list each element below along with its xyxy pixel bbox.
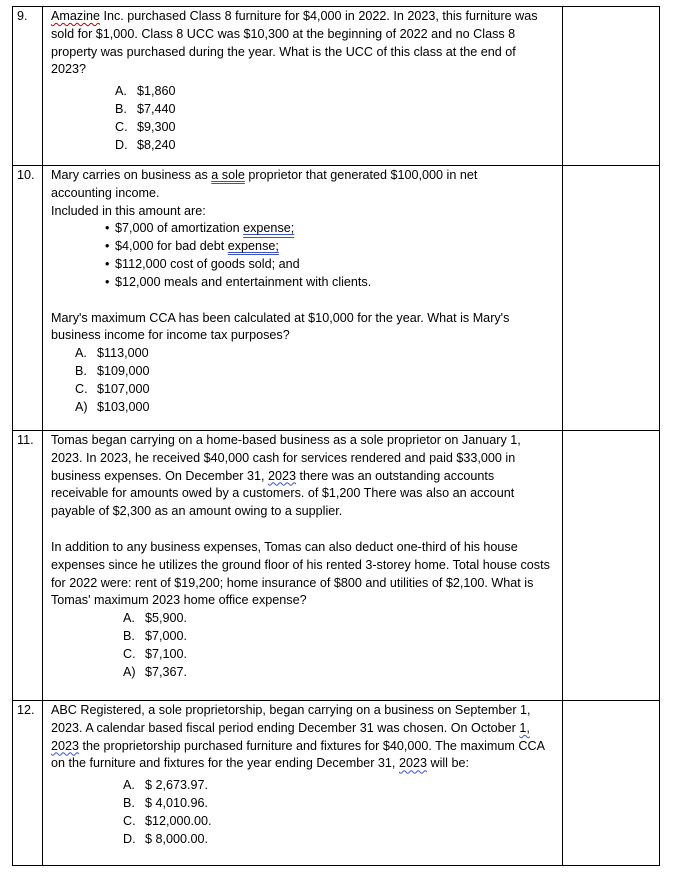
option-label: B. bbox=[123, 795, 135, 810]
text-run: Mary carries on business as bbox=[51, 168, 212, 182]
question-body bbox=[43, 431, 563, 701]
option-label: D. bbox=[123, 831, 136, 846]
question-number: 10. bbox=[13, 166, 43, 431]
bullet-text: $12,000 meals and entertainment with clients. bbox=[115, 274, 372, 289]
option-a bbox=[115, 83, 554, 101]
option-label: A. bbox=[75, 346, 87, 361]
answer-cell[interactable] bbox=[563, 166, 660, 431]
text-run: there was an outstanding accounts receivable for amounts owed by a customers. of $1,200 There was also an account payable of $2,300 as an amount owing to a supplier. bbox=[51, 468, 515, 519]
question-text-line: Included in this amount are: bbox=[51, 203, 206, 218]
option-d bbox=[115, 137, 554, 155]
bullet-item bbox=[107, 238, 554, 256]
question-number: 9. bbox=[13, 7, 43, 166]
option-value: $7,367. bbox=[145, 664, 188, 679]
option-label: A) bbox=[123, 664, 136, 679]
text-run: ABC Registered, a sole proprietorship, began carrying on a business on September 1, 2023. A calendar based fiscal period ending December 31 was chosen. On October bbox=[51, 703, 531, 735]
option-label: B. bbox=[123, 628, 135, 643]
question-number: 12. bbox=[13, 701, 43, 866]
option-value: $107,000 bbox=[97, 381, 150, 396]
option-value: $7,000. bbox=[145, 628, 188, 643]
option-value: $109,000 bbox=[97, 363, 150, 378]
answer-cell[interactable] bbox=[563, 7, 660, 166]
question-row-10 bbox=[13, 166, 660, 431]
option-label: A. bbox=[123, 611, 135, 626]
underlined-text: 2023 bbox=[268, 468, 297, 483]
question-table bbox=[12, 6, 660, 866]
option-value: $9,300 bbox=[137, 119, 176, 134]
question-body bbox=[43, 166, 563, 431]
question-table-container bbox=[12, 6, 659, 869]
underlined-text: expense; bbox=[227, 239, 279, 254]
option-label: A. bbox=[115, 84, 127, 99]
option-b bbox=[123, 628, 554, 646]
answer-cell[interactable] bbox=[563, 701, 660, 866]
question-text bbox=[51, 167, 554, 185]
answer-cell[interactable] bbox=[563, 431, 660, 701]
question-number: 11. bbox=[13, 431, 43, 701]
option-c bbox=[123, 646, 554, 664]
answer-options bbox=[51, 83, 554, 154]
option-c bbox=[115, 119, 554, 137]
option-value: $1,860 bbox=[137, 84, 176, 99]
option-c bbox=[75, 381, 554, 399]
underlined-text: 2023 bbox=[398, 756, 427, 771]
option-label: C. bbox=[123, 813, 136, 828]
text-run: will be: bbox=[426, 756, 469, 771]
option-b bbox=[75, 363, 554, 381]
underlined-text: a sole bbox=[211, 168, 245, 182]
bullet-text: $7,000 of amortization bbox=[115, 221, 244, 236]
option-label: B. bbox=[115, 101, 127, 116]
text-run: the proprietorship purchased furniture and fixtures for $40,000. The maximum CCA on the furniture and fixtures for the year ending December 31, bbox=[51, 738, 545, 771]
bullet-item bbox=[107, 220, 554, 238]
question-body bbox=[43, 701, 563, 866]
option-label: B. bbox=[75, 363, 87, 378]
question-row-11 bbox=[13, 431, 660, 701]
option-value: $5,900. bbox=[145, 611, 188, 626]
option-label: C. bbox=[123, 646, 136, 661]
option-value: $113,000 bbox=[97, 346, 149, 361]
option-value: $7,100. bbox=[145, 646, 188, 661]
option-label: C. bbox=[115, 119, 128, 134]
option-d bbox=[123, 831, 554, 849]
included-items-list bbox=[51, 220, 554, 291]
underlined-text: expense; bbox=[243, 221, 295, 236]
option-label: A) bbox=[75, 399, 88, 414]
question-text: In addition to any business expenses, Tomas can also deduct one-third of his house expenses since he utilizes the ground floor of his rented 3-storey home. Total house costs for 2022 were: rent of $19,200; home insurance of $800 and utilities of $2,100. What is Tomas' maximum 2023 home office expense? bbox=[51, 539, 550, 608]
question-body bbox=[43, 7, 563, 166]
underlined-text: 1, 2023 bbox=[51, 720, 530, 753]
question-row-12 bbox=[13, 701, 660, 866]
question-text bbox=[51, 702, 554, 773]
question-row-9 bbox=[13, 7, 660, 166]
question-text-line: accounting income. bbox=[51, 185, 160, 200]
option-a bbox=[123, 610, 554, 628]
option-value: $12,000.00. bbox=[145, 813, 212, 828]
spellcheck-word: Amazine bbox=[51, 9, 100, 23]
option-value: $ 2,673.97. bbox=[145, 778, 209, 793]
option-label: A. bbox=[123, 778, 135, 793]
question-text bbox=[51, 432, 554, 521]
question-text bbox=[51, 8, 554, 79]
bullet-item bbox=[107, 256, 554, 274]
answer-options bbox=[51, 610, 554, 681]
answer-options bbox=[51, 777, 554, 848]
text-run: Tomas began carrying on a home-based business as a sole proprietor on January 1, 2023. In 2023, he received $40,000 cash for services rendered and paid $33,000 in business expenses. On December 31, bbox=[51, 433, 521, 483]
question-text-rest: Inc. purchased Class 8 furniture for $4,000 in 2022. In 2023, this furniture was sold for $1,000. Class 8 UCC was $10,300 at the beginning of 2022 and no Class 8 property was purchased during the year. What is the UCC of this class at the end of 2023? bbox=[51, 9, 538, 77]
option-a bbox=[75, 345, 554, 363]
option-label: D. bbox=[115, 137, 128, 152]
option-value: $8,240 bbox=[137, 137, 176, 152]
option-value: $7,440 bbox=[137, 101, 176, 116]
option-value: $ 8,000.00. bbox=[145, 831, 209, 846]
option-value: $ 4,010.96. bbox=[145, 795, 209, 810]
question-text: Mary's maximum CCA has been calculated at $10,000 for the year. What is Mary's business income for income tax purposes? bbox=[51, 310, 510, 343]
bullet-text: $112,000 cost of goods sold; and bbox=[115, 256, 300, 271]
option-label: C. bbox=[75, 381, 88, 396]
option-a bbox=[123, 777, 554, 795]
option-c bbox=[123, 813, 554, 831]
text-run: proprietor that generated $100,000 in net bbox=[244, 168, 478, 182]
bullet-item bbox=[107, 274, 554, 292]
answer-options bbox=[51, 345, 554, 416]
option-b bbox=[115, 101, 554, 119]
option-d bbox=[123, 664, 554, 682]
option-value: $103,000 bbox=[97, 399, 150, 414]
bullet-text: $4,000 for bad debt bbox=[115, 239, 228, 254]
option-d bbox=[75, 399, 554, 417]
option-b bbox=[123, 795, 554, 813]
